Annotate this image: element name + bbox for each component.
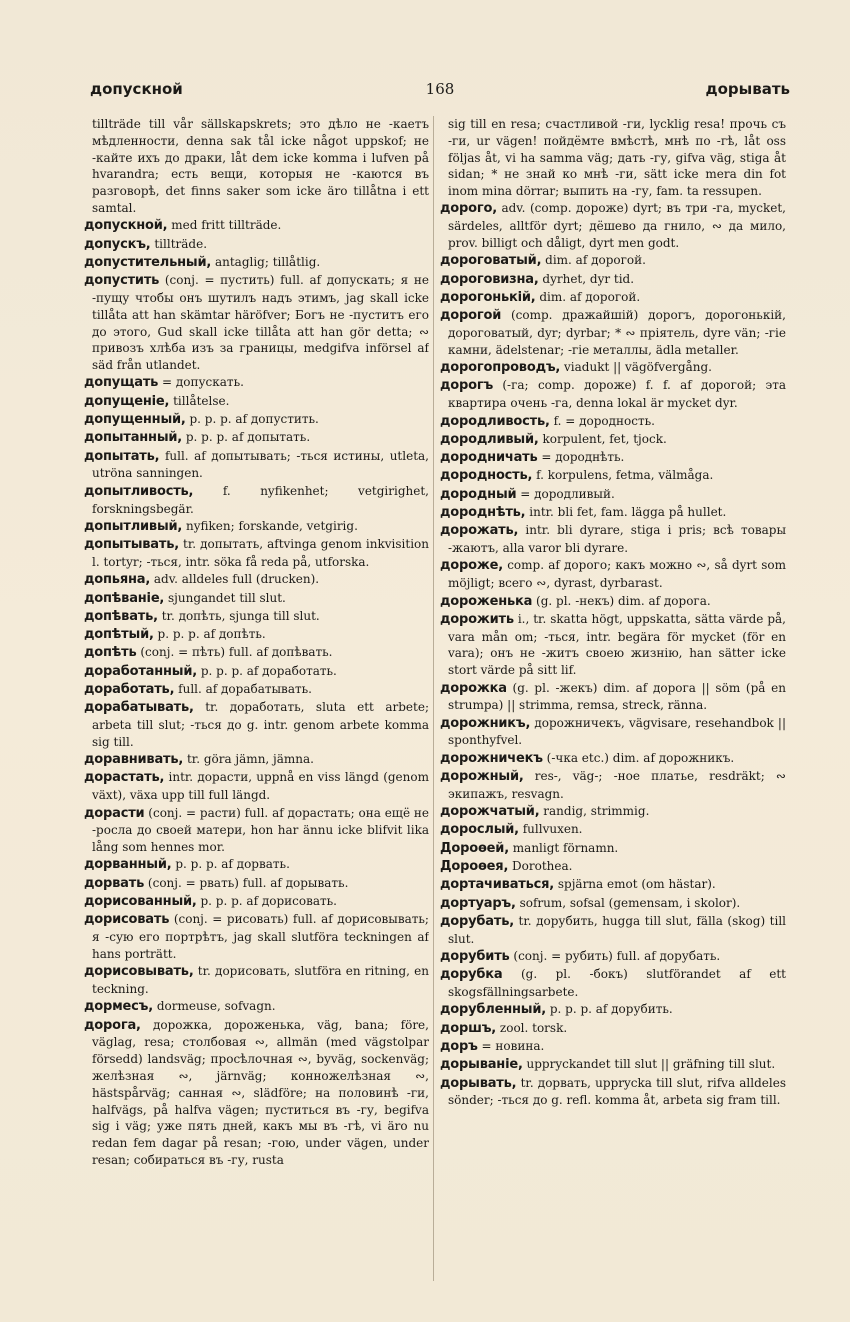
- entry-definition: tr. göra jämn, jämna.: [186, 752, 314, 767]
- entry-definition: tr. дорисовать, slutföra en ritning, en teckning.: [92, 964, 429, 997]
- dictionary-entry: [440, 611, 786, 679]
- entry-headword: дорываніе,: [440, 1057, 523, 1073]
- entry-definition: dim. af дорогой.: [539, 289, 641, 304]
- dictionary-entry: [440, 876, 786, 894]
- entry-headword: доработать,: [84, 682, 175, 697]
- entry-definition: = допускать.: [162, 375, 244, 390]
- column-divider: [433, 116, 434, 1281]
- entry-headword: дорванный,: [84, 857, 172, 873]
- dictionary-entry: [84, 393, 429, 411]
- entry-headword: допущать: [84, 375, 159, 391]
- dictionary-entry: [84, 116, 429, 217]
- dictionary-entry: [84, 374, 429, 392]
- entry-headword: дорожничекъ: [440, 750, 543, 766]
- entry-definition: dormeuse, sofvagn.: [156, 999, 276, 1014]
- dictionary-entry: [440, 948, 786, 966]
- entry-headword: допѣтый,: [84, 627, 154, 643]
- dictionary-entry: [440, 289, 786, 307]
- entry-headword: доръ: [440, 1038, 478, 1054]
- entry-definition: (comp. дражайшій) дорогъ, дорогонькій, дороговатый, dyr; dyrbar; * ∾ пріятель, dyre vän; -гіе камни, ädelstenar; -гіе металлы, ädla metaller.: [448, 308, 786, 357]
- entry-definition: med fritt tillträde.: [171, 218, 282, 233]
- entry-definition: (conj. = пустить) full. af допускать; я не -пущу чтобы онъ шутилъ надъ этимъ, jag skall icke tillåta att han skämtar häröfver; Богъ не -пуститъ его до этого, Gud skall icke tillåta att han gör detta; ∾ привозъ хлѣба изъ за границы, medgifva införsel af säd från utlandet.: [92, 273, 429, 373]
- entry-headword: допѣвать,: [84, 608, 158, 624]
- entry-definition: uppryckandet till slut || gräfning till slut.: [526, 1057, 776, 1072]
- entry-definition: sjungandet till slut.: [168, 590, 286, 605]
- dictionary-entry: [440, 359, 786, 377]
- dictionary-entry: [440, 1038, 786, 1056]
- entry-headword: дороговатый,: [440, 253, 542, 269]
- entry-definition: res-, väg-; -ное платье, resdräkt; ∾ экипажъ, resvagn.: [448, 768, 786, 801]
- entry-headword: Дороѳей,: [440, 840, 509, 856]
- dictionary-entry: [84, 536, 429, 571]
- dictionary-entry: [84, 805, 429, 856]
- entry-definition: fullvuxen.: [522, 822, 583, 837]
- entry-headword: дорога,: [84, 1017, 141, 1033]
- dictionary-entry: [440, 750, 786, 768]
- entry-definition: (-чка etc.) dim. af дорожникъ.: [546, 750, 735, 765]
- entry-headword: дорывать,: [440, 1075, 517, 1091]
- entry-headword: допытливость,: [84, 483, 194, 499]
- entry-headword: дородный: [440, 486, 517, 502]
- entry-headword: допытанный,: [84, 430, 183, 446]
- header-right-guide-word: дорывать: [705, 80, 790, 98]
- entry-headword: дороднѣть,: [440, 505, 526, 521]
- entry-headword: допьяна,: [84, 572, 151, 588]
- page-number: 168: [425, 80, 455, 98]
- entry-definition: (g. pl. -некъ) dim. af дорога.: [536, 593, 711, 608]
- entry-definition: dim. af дорогой.: [545, 253, 646, 268]
- entry-definition: = новина.: [481, 1038, 545, 1053]
- dictionary-entry: [84, 644, 429, 662]
- dictionary-entry: [84, 590, 429, 608]
- dictionary-entry: [440, 486, 786, 504]
- entry-definition: tr. дорубить, hugga till slut, fälla (skog) till slut.: [448, 913, 786, 946]
- entry-definition: Dorothea.: [512, 858, 573, 873]
- entry-definition: p. p. p. af допѣть.: [157, 627, 266, 642]
- entry-headword: доравнивать,: [84, 752, 184, 768]
- entry-definition: = дородливый.: [520, 486, 615, 501]
- dictionary-entry: [84, 518, 429, 536]
- entry-headword: дорого,: [440, 201, 497, 217]
- entry-headword: дородность,: [440, 468, 533, 484]
- entry-headword: дорубленный,: [440, 1002, 546, 1018]
- dictionary-entry: [84, 751, 429, 769]
- page-header: [90, 80, 790, 102]
- entry-definition: full. af дорабатывать.: [178, 682, 312, 696]
- entry-headword: дортуаръ,: [440, 895, 516, 911]
- entry-definition: adv. alldeles full (drucken).: [153, 572, 320, 587]
- entry-definition: f. = дородность.: [553, 413, 655, 428]
- entry-headword: дорвать: [84, 875, 145, 891]
- dictionary-entry: [84, 998, 429, 1016]
- entry-definition: tillträde till vår sällskapskrets; это дѣло не -каетъ мѣдленности, denna sak tål icke något uppskof; не -кайте ихъ до драки, låt dem icke komma i lufven på hvarandra; есть вещи, которыя не -каются въ разговорѣ, det finns saker som icke äro tillåtna i ett samtal.: [92, 117, 429, 215]
- dictionary-entry: [84, 681, 429, 699]
- dictionary-entry: [84, 448, 429, 483]
- entry-definition: f. nyfikenhet; vetgirighet, forskningsbegär.: [92, 483, 429, 516]
- entry-definition: sofrum, sofsal (gemensam, i skolor).: [519, 895, 741, 910]
- entry-definition: antaglig; tillåtlig.: [214, 254, 321, 269]
- dictionary-entry: [84, 254, 429, 272]
- dictionary-entry: [84, 236, 429, 254]
- entry-headword: допѣть: [84, 645, 137, 661]
- entry-headword: Дороѳея,: [440, 858, 509, 874]
- entry-definition: (g. pl. -бокъ) slutförandet af ett skogsfällningsarbete.: [448, 967, 786, 1000]
- dictionary-entry: [440, 431, 786, 449]
- dictionary-entry: [84, 699, 429, 750]
- entry-headword: дорабатывать,: [84, 700, 194, 716]
- entry-definition: (conj. = рисовать) full. af дорисовывать; я -сую его портрѣтъ, jag skall slutföra teckningen af hans porträtt.: [92, 912, 429, 961]
- entry-definition: spjärna emot (om hästar).: [557, 877, 716, 892]
- entry-definition: p. p. p. af дорубить.: [549, 1002, 673, 1017]
- dictionary-entry: [84, 769, 429, 804]
- dictionary-entry: [440, 1056, 786, 1074]
- entry-definition: intr. bli dyrare, stiga i pris; всѣ товары -жаютъ, alla varor bli dyrare.: [448, 523, 786, 556]
- entry-headword: доработанный,: [84, 663, 197, 679]
- dictionary-entry: [440, 200, 786, 251]
- dictionary-entry: [440, 557, 786, 592]
- dictionary-entry: [84, 963, 429, 998]
- dictionary-entry: [440, 522, 786, 557]
- entry-headword: дорогой: [440, 308, 502, 324]
- entry-headword: дорастать,: [84, 770, 165, 786]
- entry-headword: дорубка: [440, 967, 503, 983]
- entry-headword: доршъ,: [440, 1020, 497, 1036]
- entry-definition: manligt förnamn.: [512, 840, 619, 855]
- dictionary-entry: [440, 467, 786, 485]
- entry-definition: dyrhet, dyr tid.: [542, 271, 635, 286]
- entry-definition: (g. pl. -жекъ) dim. af дорога || söm (på en strumpa) || strimma, remsa, streck, ränna.: [448, 680, 786, 713]
- entry-headword: допустить: [84, 273, 160, 289]
- entry-definition: (conj. = рвать) full. af дорывать.: [147, 875, 349, 890]
- entry-definition: nyfiken; forskande, vetgirig.: [186, 518, 358, 533]
- entry-definition: tr. доработать, sluta ett arbete; arbeta till slut; -ться до g. intr. genom arbete komma sig till.: [92, 700, 429, 749]
- entry-definition: korpulent, fet, tjock.: [542, 431, 667, 446]
- dictionary-entry: [84, 875, 429, 893]
- entry-headword: допытливый,: [84, 518, 183, 534]
- dictionary-entry: [84, 893, 429, 911]
- entry-headword: дортачиваться,: [440, 877, 555, 893]
- entry-headword: дорожка: [440, 680, 507, 696]
- entry-headword: дорожчатый,: [440, 804, 540, 820]
- right-column: [440, 116, 786, 1286]
- entry-headword: дородничать: [440, 450, 538, 466]
- dictionary-entry: [84, 272, 429, 374]
- entry-headword: дорожать,: [440, 523, 519, 539]
- entry-definition: intr. дорасти, uppnå en viss längd (genom växt), växa upp till full längd.: [92, 770, 429, 803]
- entry-headword: дорисованный,: [84, 894, 197, 910]
- dictionary-entry: [84, 411, 429, 429]
- entry-headword: дородливость,: [440, 413, 550, 429]
- dictionary-entry: [440, 840, 786, 858]
- entry-definition: tillåtelse.: [173, 393, 230, 408]
- entry-headword: допущенный,: [84, 412, 186, 428]
- entry-definition: дорожка, дороженька, väg, bana; före, väglag, resa; столбовая ∾, allmän (med vägstolpar försedd) landsväg; просѣлочная ∾, byväg, sockenväg; желѣзная ∾, järnväg; конножелѣзная ∾, hästspårväg; санная ∾, slädföre; на половинѣ -ги, halfvägs, på halfva vägen; пуститься въ -гу, begifva sig i väg; уже пять дней, какъ мы въ -гѣ, vi äro nu redan fem dagar på resan; -гою, under vägen, under resan; собираться въ -гу, rusta: [92, 1017, 429, 1168]
- dictionary-entry: [440, 715, 786, 750]
- dictionary-entry: [84, 483, 429, 518]
- dictionary-entry: [440, 413, 786, 431]
- dictionary-entry: [440, 449, 786, 467]
- entry-headword: дорожный,: [440, 768, 524, 784]
- entry-definition: sig till en resa; счастливой -ги, lycklig resa! прочь съ -ги, ur vägen! пойдёмте вмѣстѣ, мнѣ по -гѣ, låt oss följas åt, vi ha samma väg; дать -гу, gifva väg, stiga åt sidan; * не знай ко мнѣ -ги, sätt icke mera din fot inom mina dörrar; выпить на -гу, fam. ta ressupen.: [448, 117, 786, 199]
- entry-definition: f. korpulens, fetma, välmåga.: [536, 468, 714, 483]
- entry-headword: допускъ,: [84, 236, 151, 252]
- entry-definition: tr. дорвать, uppryckа till slut, rifva alldeles sönder; -ться до g. refl. komma åt, arbeta sig fram till.: [448, 1075, 786, 1108]
- entry-headword: дорогонькій,: [440, 289, 536, 305]
- dictionary-entry: [440, 271, 786, 289]
- dictionary-entry: [440, 803, 786, 821]
- entry-headword: допытывать,: [84, 537, 179, 553]
- dictionary-entry: [84, 911, 429, 962]
- entry-definition: p. p. p. af допустить.: [189, 412, 319, 427]
- entry-headword: дорубать,: [440, 913, 514, 929]
- dictionary-entry: [440, 1020, 786, 1038]
- entry-headword: дороже,: [440, 558, 503, 574]
- dictionary-entry: [440, 821, 786, 839]
- entry-definition: randig, strimmig.: [543, 804, 650, 819]
- left-column: [84, 116, 429, 1286]
- entry-definition: tr. допытать, aftvinga genom inkvisition l. tortyr; -ться, intr. söka få reda på, utforska.: [92, 537, 429, 569]
- entry-headword: дорожникъ,: [440, 715, 531, 731]
- dictionary-entry: [84, 663, 429, 681]
- entry-headword: дорослый,: [440, 822, 519, 838]
- entry-headword: дорожить: [440, 611, 514, 627]
- entry-headword: дормесъ,: [84, 999, 153, 1015]
- entry-definition: p. p. p. af допытать.: [185, 430, 311, 445]
- dictionary-entry: [84, 626, 429, 644]
- entry-headword: дороговизна,: [440, 271, 539, 287]
- entry-definition: (-га; comp. дороже) f. f. af дорогой; эта квартира очень -га, denna lokal är mycket dyr.: [448, 378, 786, 411]
- dictionary-entry: [440, 768, 786, 803]
- dictionary-entry: [84, 217, 429, 235]
- entry-headword: дорисовать: [84, 912, 170, 928]
- entry-definition: adv. (comp. дороже) dyrt; въ три -га, mycket, särdeles, alltför dyrt; дёшево да гнило, ∾ да мило, prov. billigt och dåligt, dyrt men godt.: [448, 201, 786, 251]
- entry-headword: допущеніе,: [84, 393, 170, 409]
- entry-headword: дородливый,: [440, 431, 539, 447]
- entry-definition: zool. torsk.: [499, 1020, 568, 1035]
- dictionary-entry: [440, 593, 786, 611]
- entry-definition: (conj. = расти) full. af дорастать; она ещё не -росла до своей матери, hon har ännu icke blifvit lika lång som hennes mor.: [92, 805, 429, 855]
- entry-headword: допытать,: [84, 448, 160, 464]
- dictionary-entry: [440, 966, 786, 1001]
- entry-definition: дорожничекъ, vägvisare, resehandbok || sponthyfvel.: [448, 715, 786, 748]
- dictionary-entry: [84, 571, 429, 589]
- dictionary-entry: [84, 608, 429, 626]
- dictionary-entry: [84, 429, 429, 447]
- entry-definition: (conj. = пѣть) full. af допѣвать.: [140, 645, 333, 660]
- entry-definition: tillträde.: [154, 236, 208, 251]
- entry-definition: intr. bli fet, fam. lägga på hullet.: [529, 505, 727, 520]
- dictionary-entry: [84, 1017, 429, 1169]
- dictionary-entry: [440, 504, 786, 522]
- dictionary-entry: [84, 856, 429, 874]
- entry-definition: comp. af дорого; какъ можно ∾, så dyrt som möjligt; всего ∾, dyrast, dyrbarast.: [448, 558, 786, 591]
- dictionary-entry: [440, 307, 786, 358]
- dictionary-entry: [440, 1001, 786, 1019]
- entry-definition: p. p. p. af дорисовать.: [200, 894, 337, 909]
- entry-headword: дорасти: [84, 805, 145, 821]
- entry-headword: допѣваніе,: [84, 590, 165, 606]
- entry-definition: i., tr. skatta högt, uppskatta, sätta värde på, vara mån om; -ться, intr. begära för mycket (för en vara); онъ не -житъ своею жизнію, han sätter icke stort värde på sitt lif.: [448, 611, 786, 678]
- entry-definition: viadukt || vägöfvergång.: [564, 360, 712, 375]
- dictionary-entry: [440, 858, 786, 876]
- entry-headword: допустительный,: [84, 254, 212, 270]
- entry-definition: p. p. p. af дорвать.: [175, 857, 290, 872]
- entry-headword: дорогъ: [440, 378, 494, 394]
- entry-definition: tr. допѣть, sjunga till slut.: [161, 608, 320, 623]
- dictionary-entry: [440, 116, 786, 200]
- entry-definition: full. af допытывать; -ться истины, utleta, utröna sanningen.: [92, 448, 429, 481]
- dictionary-entry: [440, 680, 786, 715]
- entry-definition: = дороднѣть.: [541, 450, 625, 465]
- entry-definition: (conj. = рубить) full. af дорубать.: [513, 948, 721, 963]
- entry-headword: дорисовывать,: [84, 964, 194, 980]
- dictionary-entry: [440, 377, 786, 412]
- dictionary-entry: [440, 913, 786, 948]
- dictionary-entry: [440, 252, 786, 270]
- entry-headword: дороженька: [440, 593, 533, 609]
- entry-headword: дорогопроводъ,: [440, 360, 561, 376]
- dictionary-entry: [440, 1075, 786, 1110]
- entry-headword: допускной,: [84, 218, 168, 234]
- dictionary-entry: [440, 895, 786, 913]
- entry-definition: p. p. p. af доработать.: [200, 663, 337, 678]
- entry-headword: дорубить: [440, 948, 510, 964]
- header-left-guide-word: допускной: [90, 80, 183, 98]
